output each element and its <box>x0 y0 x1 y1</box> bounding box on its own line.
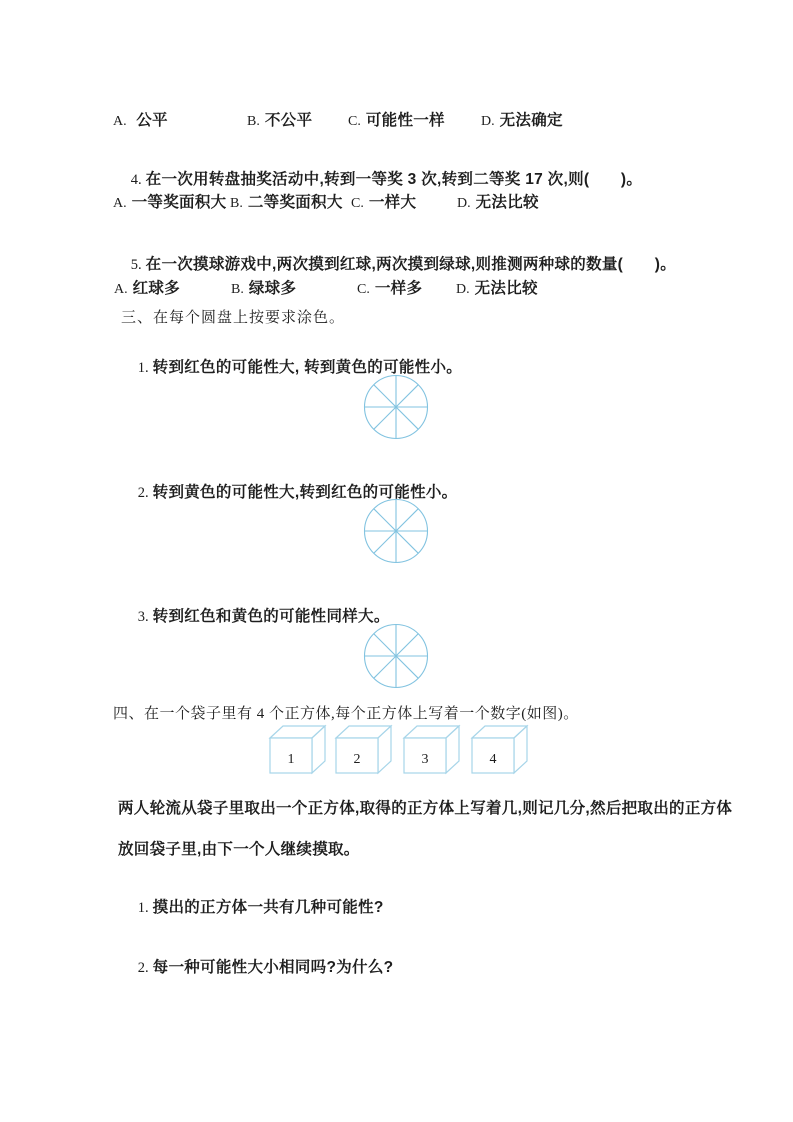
question-text: 每一种可能性大小相同吗?为什么? <box>152 959 394 976</box>
item-number: 1. <box>137 360 149 376</box>
option-label: 红球多 <box>132 280 181 297</box>
option-a <box>113 190 226 212</box>
item-text: 转到红色的可能性大, 转到黄色的可能性小。 <box>152 359 463 376</box>
option-d <box>481 108 563 130</box>
option-letter: B. <box>230 196 243 211</box>
cube-1 <box>270 726 325 773</box>
cube-4 <box>472 726 527 773</box>
options-row-2 <box>0 190 793 210</box>
question-number: 1. <box>137 900 149 916</box>
section4-paragraph-line-1: 两人轮流从袋子里取出一个正方体,取得的正方体上写着几,则记几分,然后把取出的正方体 <box>118 800 733 817</box>
cube-number: 2 <box>353 752 361 767</box>
option-label: 无法比较 <box>475 194 539 211</box>
option-a <box>114 276 180 298</box>
option-label: 可能性一样 <box>365 112 445 129</box>
option-b <box>230 190 343 212</box>
option-label: 公平 <box>131 112 168 129</box>
cube-number: 1 <box>287 752 295 767</box>
item-number: 3. <box>137 609 149 625</box>
option-c <box>348 108 445 130</box>
option-label: 一样大 <box>368 194 417 211</box>
options-row-3 <box>0 276 793 296</box>
section4-question-1 <box>120 877 384 935</box>
option-letter: D. <box>456 282 470 297</box>
question-number: 4. <box>130 172 142 188</box>
option-label: 二等奖面积大 <box>247 194 343 211</box>
option-label: 一样多 <box>374 280 423 297</box>
question-text: 在一次用转盘抽奖活动中,转到一等奖 3 次,转到二等奖 17 次,则( )。 <box>145 171 643 188</box>
option-d <box>456 276 538 298</box>
section4-paragraph-line-2: 放回袋子里,由下一个人继续摸取。 <box>118 841 360 858</box>
cube-number: 4 <box>489 752 497 767</box>
spinner-wheel-2 <box>363 498 429 564</box>
option-b <box>231 276 296 298</box>
option-letter: B. <box>231 282 244 297</box>
option-letter: D. <box>457 196 471 211</box>
question-number: 2. <box>137 960 149 976</box>
option-a <box>113 108 168 130</box>
option-letter: C. <box>348 114 361 129</box>
option-label: 无法比较 <box>474 280 538 297</box>
cube-number: 3 <box>421 752 429 767</box>
option-letter: C. <box>357 282 370 297</box>
option-letter: B. <box>247 114 260 129</box>
cube-2 <box>336 726 391 773</box>
spinner-wheel-3 <box>363 623 429 689</box>
item-text: 转到红色和黄色的可能性同样大。 <box>152 608 390 625</box>
section4-heading: 四、在一个袋子里有 4 个正方体,每个正方体上写着一个数字(如图)。 <box>113 706 579 722</box>
option-label: 绿球多 <box>248 280 297 297</box>
option-d <box>457 190 539 212</box>
option-letter: C. <box>351 196 364 211</box>
cubes-figure <box>263 722 533 784</box>
spinner-wheel-1 <box>363 374 429 440</box>
option-label: 不公平 <box>264 112 313 129</box>
section3-item-3 <box>120 586 390 644</box>
question-text: 在一次摸球游戏中,两次摸到红球,两次摸到绿球,则推测两种球的数量( )。 <box>145 256 677 273</box>
option-label: 一等奖面积大 <box>131 194 227 211</box>
option-b <box>247 108 312 130</box>
section4-question-2 <box>120 937 393 995</box>
option-letter: D. <box>481 114 495 129</box>
item-number: 2. <box>137 485 149 501</box>
section3-heading: 三、在每个圆盘上按要求涂色。 <box>121 310 346 326</box>
option-letter: A. <box>113 114 127 129</box>
cube-3 <box>404 726 459 773</box>
option-letter: A. <box>114 282 128 297</box>
option-c <box>357 276 422 298</box>
item-text: 转到黄色的可能性大,转到红色的可能性小。 <box>152 484 458 501</box>
options-row-1 <box>0 108 793 128</box>
option-letter: A. <box>113 196 127 211</box>
question-text: 摸出的正方体一共有几种可能性? <box>152 899 384 916</box>
question-number: 5. <box>130 257 142 273</box>
option-c <box>351 190 416 212</box>
option-label: 无法确定 <box>499 112 563 129</box>
